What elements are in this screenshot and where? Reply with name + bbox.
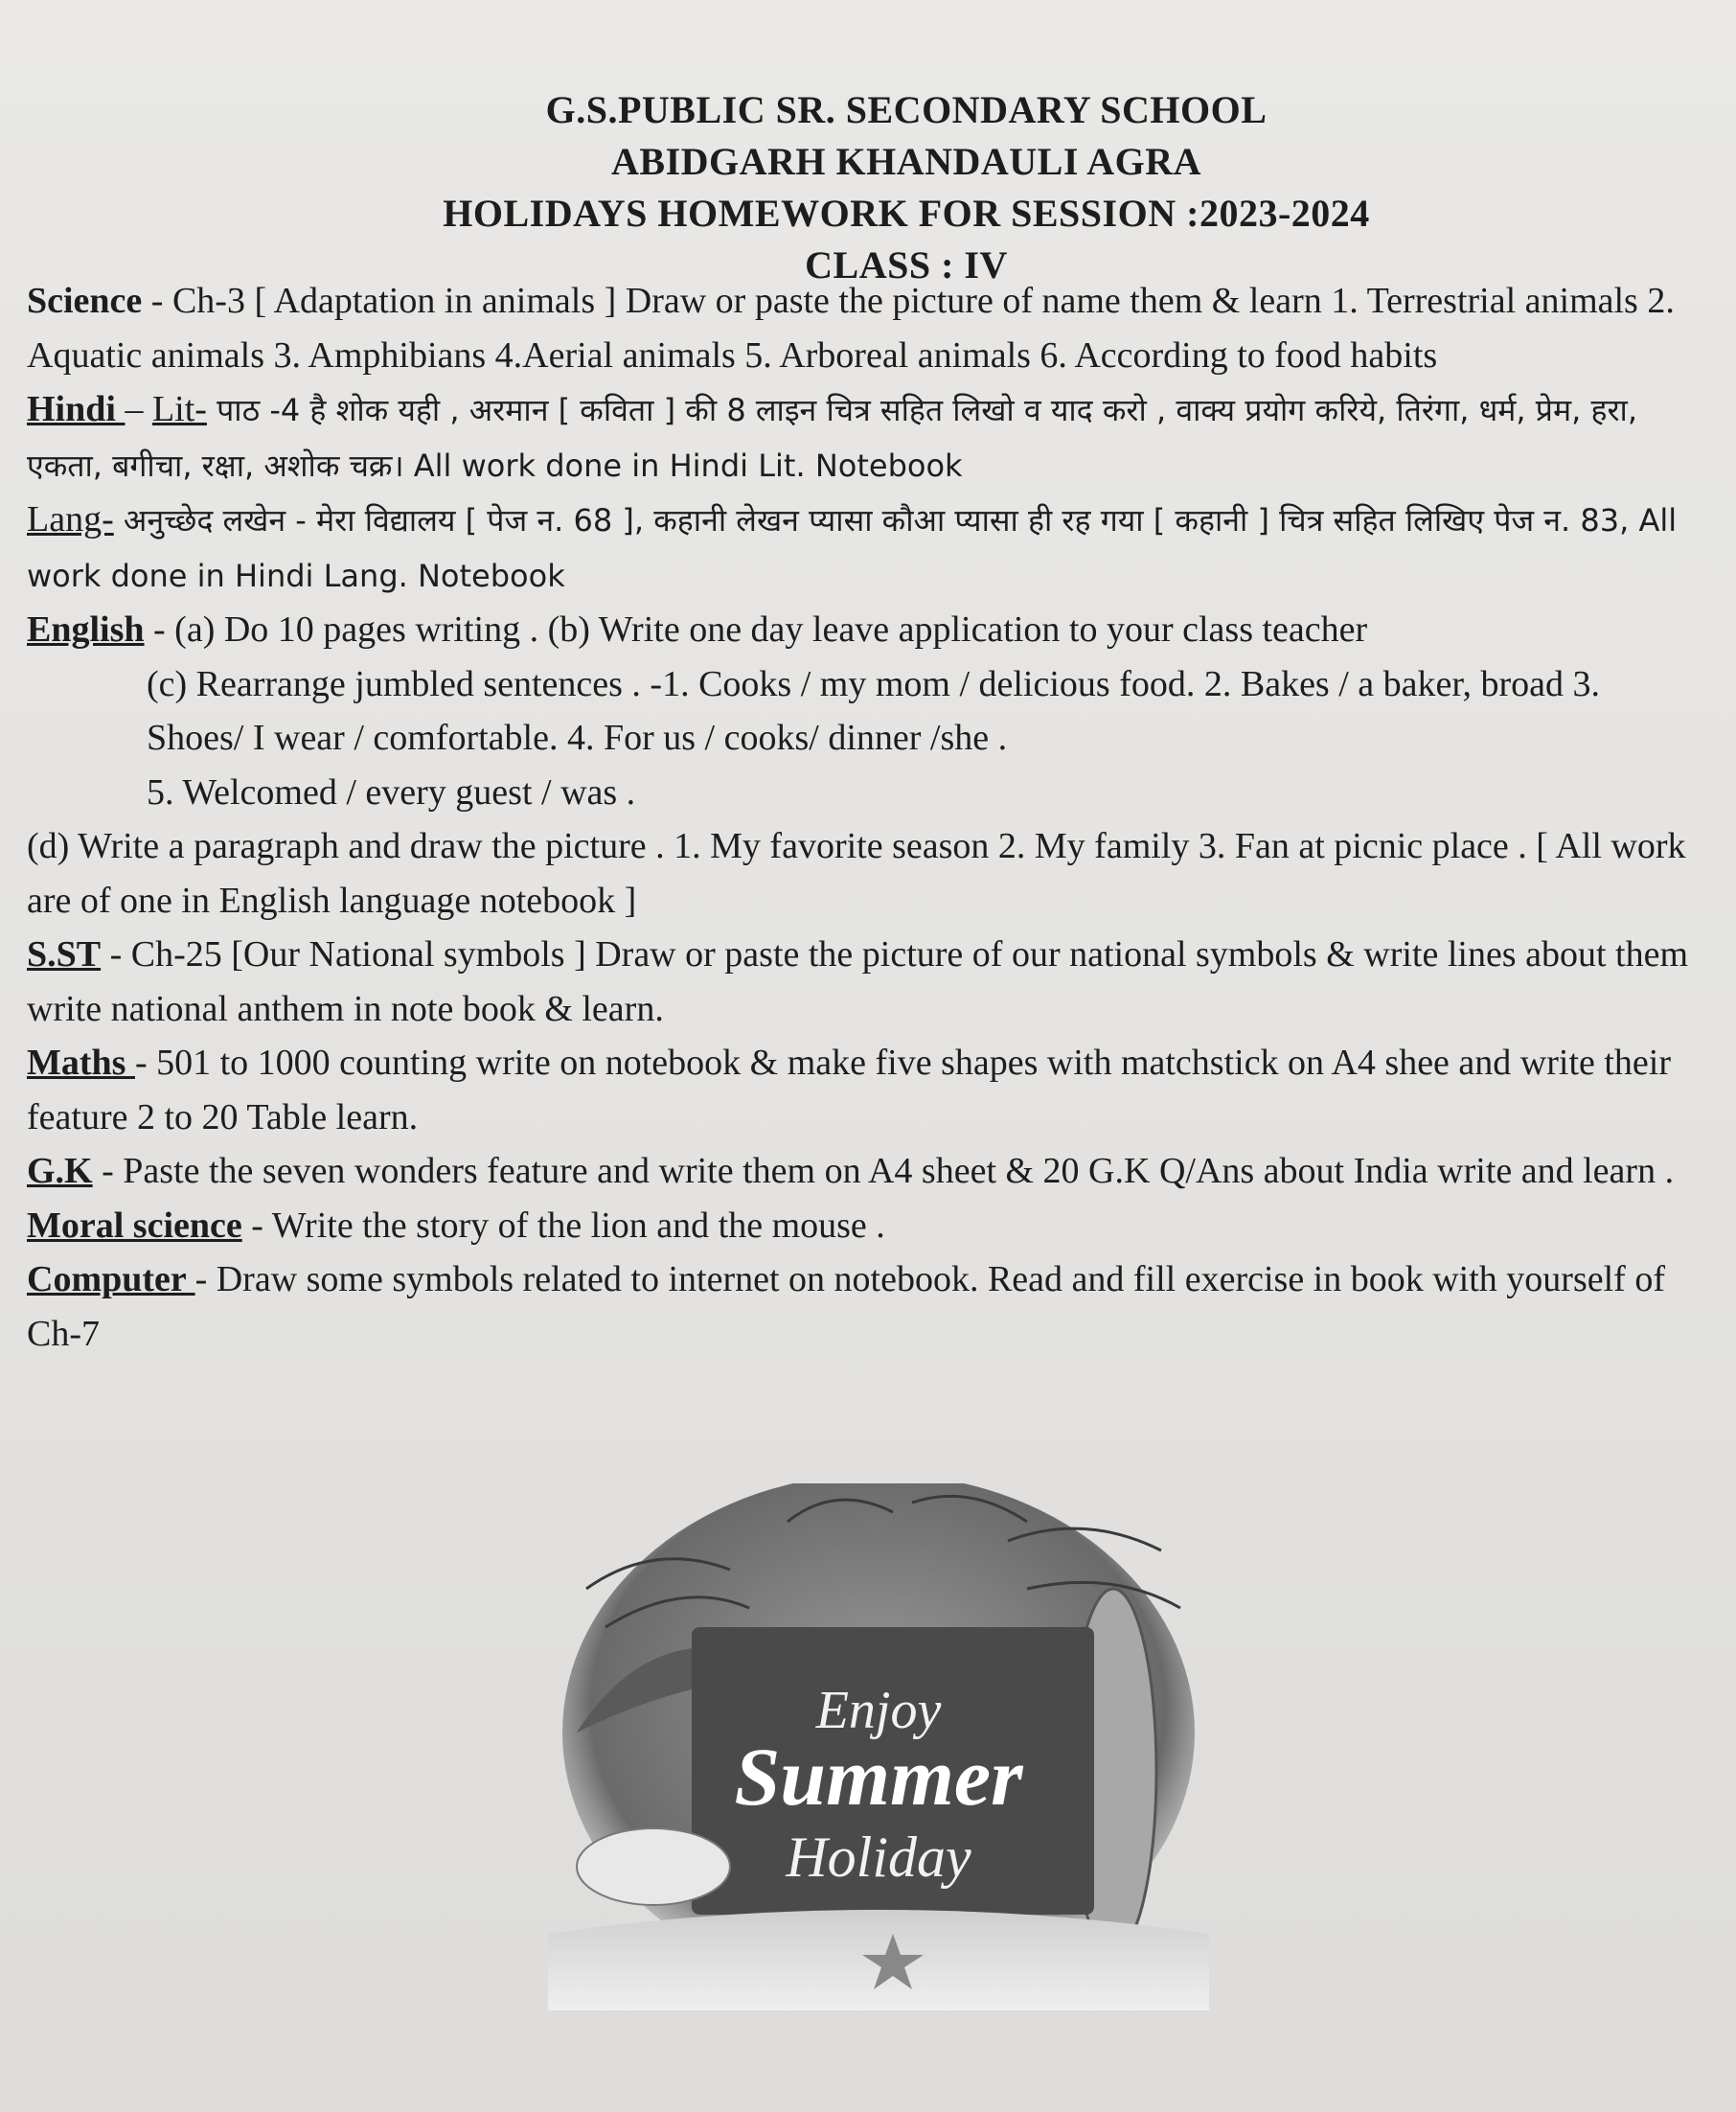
gk-text: - Paste the seven wonders feature and write them on A4 sheet & 20 G.K Q/Ans about India write and learn . [92,1151,1675,1191]
sst-section [27,928,1694,1036]
maths-label: Maths [27,1043,135,1083]
moral-text: - Write the story of the lion and the mouse . [241,1205,885,1246]
hindi-lang-label: Lang- [27,499,114,539]
computer-text: - Draw some symbols related to internet on notebook. Read and fill exercise in book with yourself of Ch-7 [27,1259,1665,1354]
sst-text: - Ch-25 [Our National symbols ] Draw or paste the picture of our national symbols & write lines about them write national anthem in note book & learn. [27,934,1689,1029]
homework-body [27,274,1694,1361]
moral-section [27,1199,1694,1253]
science-label: Science [27,281,143,321]
computer-section [27,1252,1694,1361]
hindi-label: Hindi [27,389,126,429]
gk-section [27,1144,1694,1199]
summer-holiday-banner [548,1483,1209,2010]
hindi-sep: – [125,389,152,429]
moral-label: Moral science [27,1205,242,1246]
english-line-c: (c) Rearrange jumbled sentences . -1. Cooks / my mom / delicious food. 2. Bakes / a baker, broad 3. Shoes/ I wear / comfortable. 4. For us / cooks/ dinner /she . [147,663,1601,758]
english-line-5: 5. Welcomed / every guest / was . [147,771,636,813]
header [0,84,1736,291]
english-line-a: - (a) Do 10 pages writing . (b) Write one day leave application to your class teacher [144,609,1368,650]
school-name: G.S.PUBLIC SR. SECONDARY SCHOOL [545,88,1268,131]
maths-text: - 501 to 1000 counting write on notebook & make five shapes with matchstick on A4 shee and write their feature 2 to 20 Table learn. [27,1043,1672,1137]
banner-line-enjoy: Enjoy [815,1681,942,1740]
hindi-lit-label: Lit- [151,389,207,429]
computer-label: Computer [27,1259,195,1299]
school-address: ABIDGARH KHANDAULI AGRA [611,140,1201,183]
banner-line-holiday: Holiday [786,1825,971,1889]
page-title: HOLIDAYS HOMEWORK FOR SESSION :2023-2024 [443,192,1370,235]
hindi-lit-text: पाठ -4 है शोक यही , अरमान [ कविता ] की 8 लाइन चित्र सहित लिखो व याद करो , वाक्य प्रयोग करिये, तिरंगा, धर्म, प्रेम, हरा, एकता, बगीचा, रक्षा, अशोक चक्र। All work done in Hindi Lit. Notebook [27,392,1638,484]
sun-hat [577,1828,730,1905]
hindi-lit-section [27,382,1694,493]
sst-label: S.ST [27,934,102,975]
hindi-lang-section [27,493,1694,603]
maths-section [27,1036,1694,1144]
science-text: - Ch-3 [ Adaptation in animals ] Draw or paste the picture of name them & learn 1. Terrestrial animals 2. Aquatic animals 3. Amphibians 4.Aerial animals 5. Arboreal animals 6. According to food habits [27,281,1675,376]
hindi-lang-text: अनुच्छेद लखेन - मेरा विद्यालय [ पेज न. 68 ], कहानी लेखन प्यासा कौआ प्यासा ही रह गया [ कहानी ] चित्र सहित लिखिए पेज न. 83, All work done in Hindi Lang. Notebook [27,502,1678,594]
gk-label: G.K [27,1151,93,1191]
class-label: CLASS : IV [805,243,1008,287]
english-line-d: (d) Write a paragraph and draw the picture . 1. My favorite season 2. My family 3. Fan at picnic place . [ All work are of one in English language notebook ] [27,826,1686,921]
banner-line-summer: Summer [734,1731,1023,1823]
english-section [27,603,1694,657]
english-label: English [27,609,145,650]
science-section [27,274,1694,382]
